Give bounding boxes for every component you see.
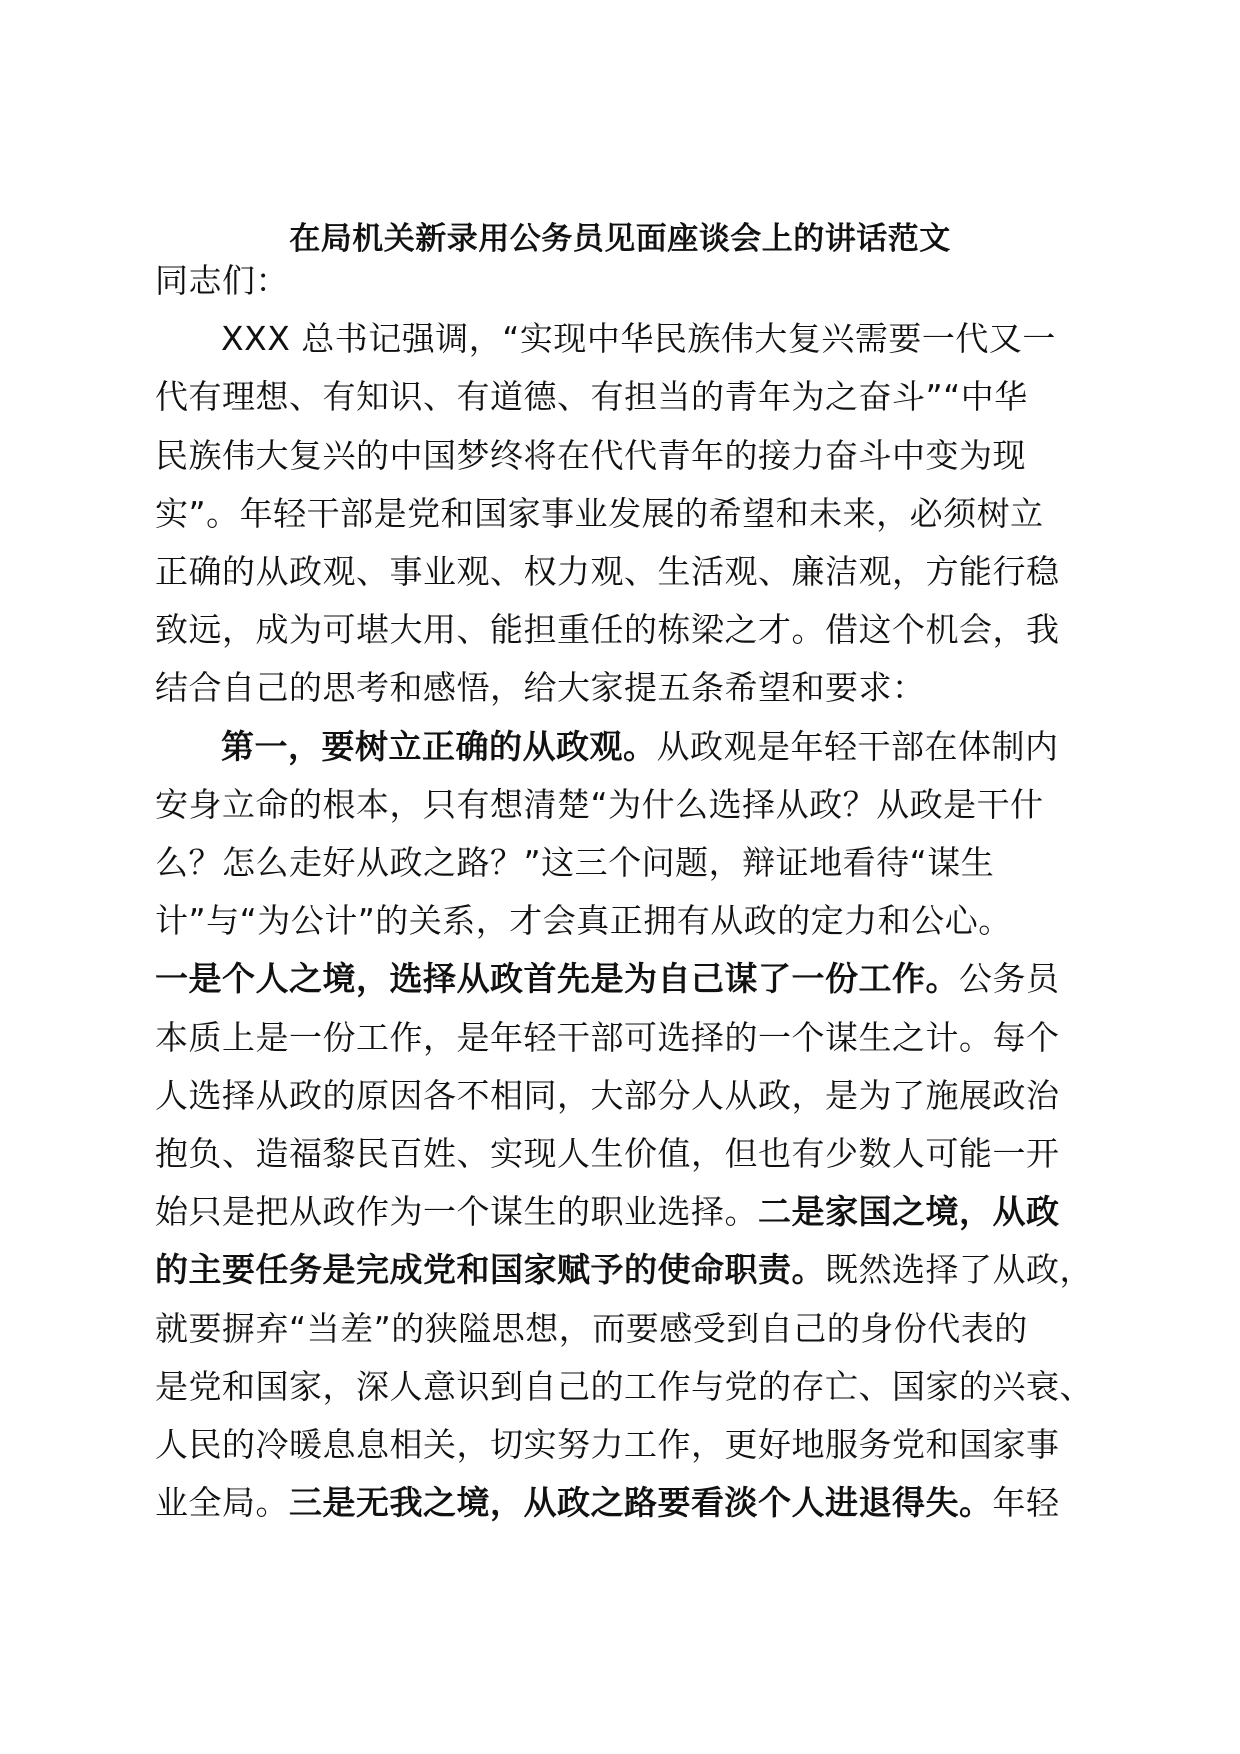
point-heading: 第一，要树立正确的从政观。 (221, 726, 657, 766)
text-run: 年轻 (992, 1483, 1060, 1523)
text-line: 结合自己的思考和感悟，给大家提五条希望和要求： (155, 668, 926, 708)
text-line (155, 950, 1085, 1008)
text-line (155, 1183, 1085, 1241)
text-line: 本质上是一份工作，是年轻干部可选择的一个谋生之计。每个 (155, 1017, 1060, 1057)
sub-point-heading: 二是家国之境，从政 (758, 1192, 1060, 1232)
text-run: 既然选择了从政， (825, 1250, 1093, 1290)
text-line: XXX 总书记强调，“实现中华民族伟大复兴需要一代又一 (221, 319, 1056, 359)
text-run: 公务员 (959, 959, 1060, 999)
text-line: 正确的从政观、事业观、权力观、生活观、廉洁观，方能行稳 (155, 552, 1060, 592)
text-line (155, 718, 1085, 776)
sub-point-heading: 一是个人之境，选择从政首先是为自己谋了一份工作。 (155, 959, 959, 999)
text-line: 代有理想、有知识、有道德、有担当的青年为之奋斗”“中华 (155, 377, 1028, 417)
text-run: 始只是把从政作为一个谋生的职业选择。 (155, 1192, 758, 1232)
text-line (155, 1474, 1085, 1532)
document-body (155, 252, 1093, 1532)
text-line: 人选择从政的原因各不相同，大部分人从政，是为了施展政治 (155, 1075, 1060, 1115)
text-line: 就要摒弃“当差”的狭隘思想，而要感受到自己的身份代表的 (155, 1308, 1028, 1348)
text-line (155, 1241, 1093, 1299)
text-line: 人民的冷暖息息相关，切实努力工作，更好地服务党和国家事 (155, 1425, 1060, 1465)
text-line: 计”与“为公计”的关系，才会真正拥有从政的定力和公心。 (155, 901, 1012, 941)
sub-point-heading: 的主要任务是完成党和国家赋予的使命职责。 (155, 1250, 825, 1290)
text-line: 么？怎么走好从政之路？”这三个问题，辩证地看待“谋生 (155, 843, 995, 883)
text-line: 抱负、造福黎民百姓、实现人生价值，但也有少数人可能一开 (155, 1134, 1060, 1174)
text-line: 民族伟大复兴的中国梦终将在代代青年的接力奋斗中变为现 (155, 435, 1026, 475)
text-line: 是党和国家，深人意识到自己的工作与党的存亡、国家的兴衰、 (155, 1366, 1093, 1406)
text-line: 致远，成为可堪大用、能担重任的栋梁之才。借这个机会，我 (155, 610, 1060, 650)
document-title: 在局机关新录用公务员见面座谈会上的讲话范文 (289, 221, 951, 257)
paragraph-first-point (155, 718, 1093, 1533)
paragraph-intro (155, 310, 1085, 717)
salutation: 同志们： (155, 261, 289, 300)
text-run: 业全局。 (155, 1483, 289, 1523)
text-line: 实”。年轻干部是党和国家事业发展的希望和未来，必须树立 (155, 493, 1044, 533)
sub-point-heading: 三是无我之境，从政之路要看淡个人进退得失。 (289, 1483, 993, 1523)
text-run: 从政观是年轻干部在体制内 (656, 726, 1059, 766)
text-line: 安身立命的根本，只有想清楚“为什么选择从政？从政是干什 (155, 784, 1044, 824)
